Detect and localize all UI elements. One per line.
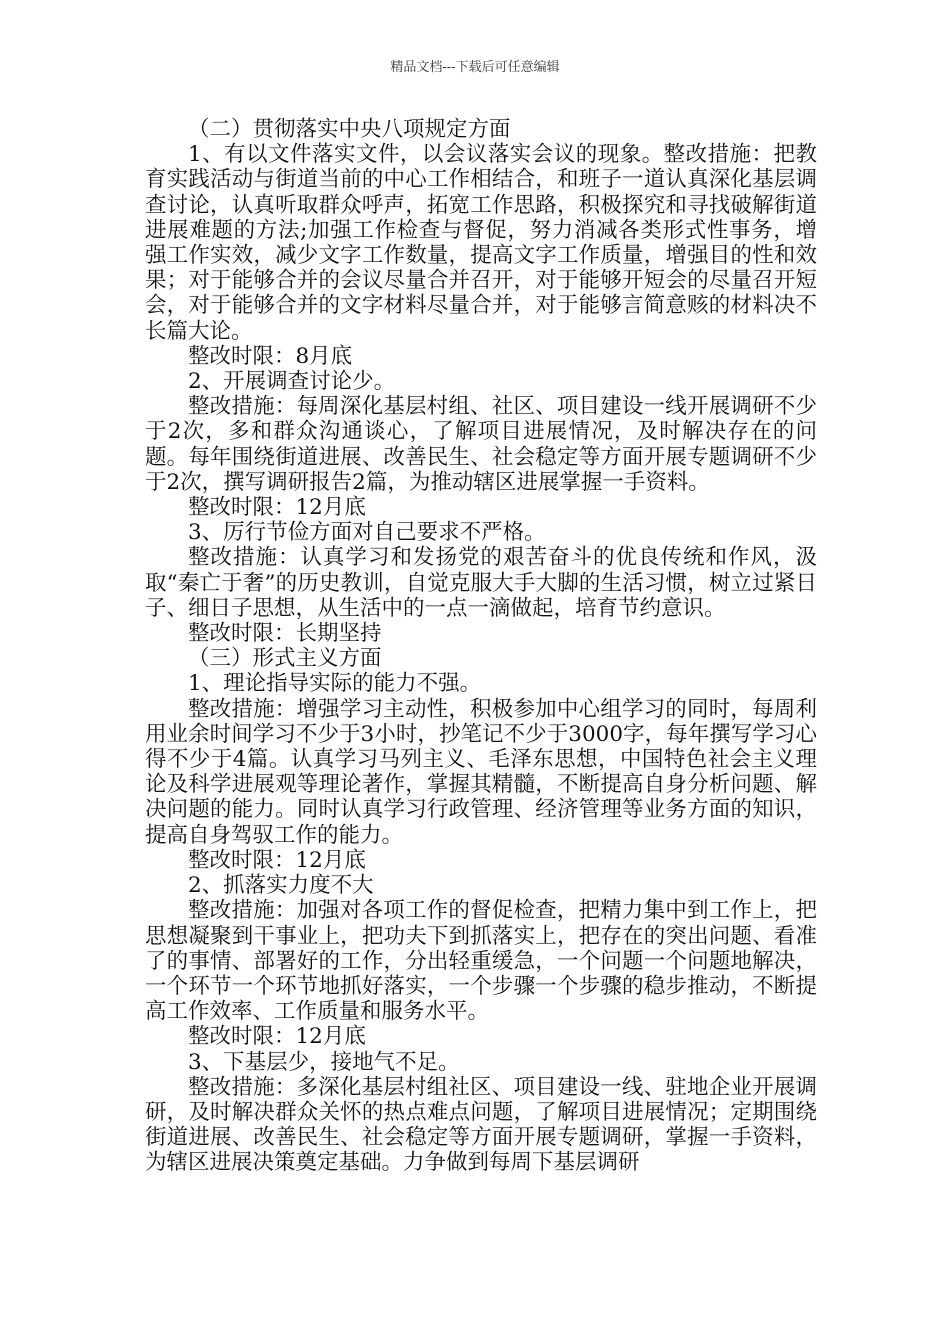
issue-item: 2、抓落实力度不大: [188, 873, 374, 899]
paragraph: 整改措施：加强对各项工作的督促检查，把精力集中到工作上，把思想凝聚到干事业上，把功夫下到抓落实上，把存在的突出问题、看准了的事情、部署好的工作，分出轻重缓急，一个问题一个问题地解决，一个环节一个环节地抓好落实，一个步骤一个步骤的稳步推动，不断提高工作效率、工作质量和服务水平。: [145, 898, 817, 1025]
deadline-line: 整改时限：12月底: [188, 495, 366, 521]
deadline-line: 整改时限：12月底: [188, 1024, 366, 1050]
deadline-line: 整改时限：8月底: [188, 343, 353, 369]
issue-item: 3、下基层少，接地气不足。: [188, 1049, 460, 1075]
deadline-line: 整改时限：12月底: [188, 847, 366, 873]
section-heading-3: （三）形式主义方面: [188, 646, 382, 672]
paragraph: 整改措施：每周深化基层村组、社区、项目建设一线开展调研不少于2次，多和群众沟通谈心，了解项目进展情况，及时解决存在的问题。每年围绕街道进展、改善民生、社会稳定等方面开展专题调研不少于2次，撰写调研报告2篇，为推动辖区进展掌握一手资料。: [145, 394, 817, 495]
issue-item: 2、开展调查讨论少。: [188, 369, 396, 395]
paragraph: 整改措施：多深化基层村组社区、项目建设一线、驻地企业开展调研，及时解决群众关怀的热点难点问题，了解项目进展情况；定期围绕街道进展、改善民生、社会稳定等方面开展专题调研，掌握一手资料，为辖区进展决策奠定基础。力争做到每周下基层调研: [145, 1074, 817, 1176]
issue-item: 1、理论指导实际的能力不强。: [188, 671, 482, 697]
issue-item: 3、厉行节俭方面对自己要求不严格。: [188, 520, 546, 546]
paragraph: 1、有以文件落实文件，以会议落实会议的现象。整改措施：把教育实践活动与街道当前的中心工作相结合，和班子一道认真深化基层调查讨论，认真听取群众呼声，拓宽工作思路，积极探究和寻找破解街道进展难题的方法;加强工作检查与督促，努力消减各类形式性事务，增强工作实效，减少文字工作数量，提高文字工作质量，增强目的性和效果；对于能够合并的会议尽量合并召开，对于能够开短会的尽量召开短会，对于能够合并的文字材料尽量合并，对于能够言简意赅的材料决不长篇大论。: [145, 142, 817, 344]
document-body: [145, 117, 817, 1176]
page-header: 精品文档---下载后可任意编辑: [390, 60, 560, 75]
deadline-line: 整改时限：长期坚持: [188, 621, 382, 647]
section-heading-2: （二）贯彻落实中央八项规定方面: [188, 117, 511, 142]
paragraph: 整改措施：认真学习和发扬党的艰苦奋斗的优良传统和作风，汲取“秦亡于奢”的历史教训，自觉克服大手大脚的生活习惯，树立过紧日子、细日子思想，从生活中的一点一滴做起，培育节约意识。: [145, 545, 817, 621]
paragraph: 整改措施：增强学习主动性，积极参加中心组学习的同时，每周利用业余时间学习不少于3小时，抄笔记不少于3000字，每年撰写学习心得不少于4篇。认真学习马列主义、毛泽东思想，中国特色社会主义理论及科学进展观等理论著作，掌握其精髓，不断提高自身分析问题、解决问题的能力。同时认真学习行政管理、经济管理等业务方面的知识，提高自身驾驭工作的能力。: [145, 696, 817, 848]
